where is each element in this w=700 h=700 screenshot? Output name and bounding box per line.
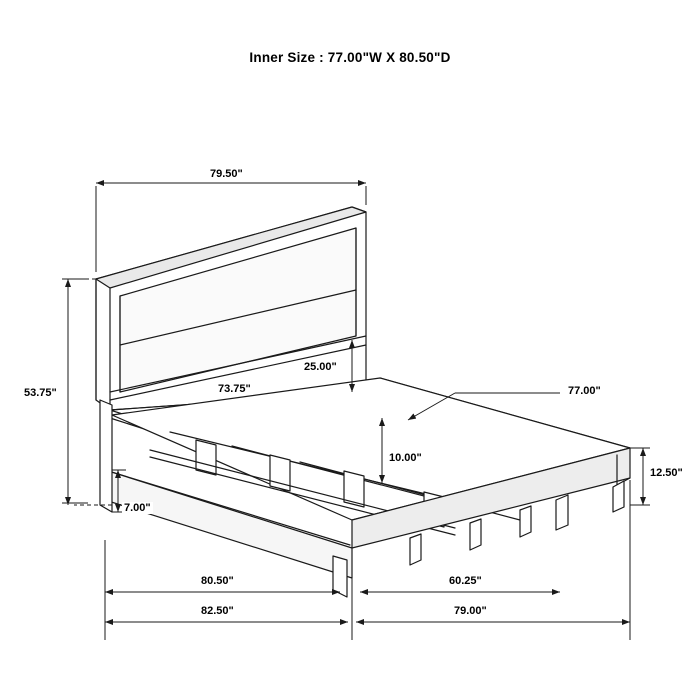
dimension-label-73-75: 73.75" [218, 383, 251, 395]
dimension-label-79-50: 79.50" [210, 168, 243, 180]
page-title: Inner Size : 77.00"W X 80.50"D [249, 50, 451, 65]
dimension-label-77-00: 77.00" [568, 385, 601, 397]
dimension-label-79-00: 79.00" [454, 605, 487, 617]
dimension-label-53-75: 53.75" [24, 387, 57, 399]
dimension-label-80-50: 80.50" [201, 575, 234, 587]
dimension-label-25-00: 25.00" [304, 361, 337, 373]
dimension-label-10-00: 10.00" [389, 452, 422, 464]
dimension-label-60-25: 60.25" [449, 575, 482, 587]
dimension-label-7-00: 7.00" [124, 502, 151, 514]
dimension-label-82-50: 82.50" [201, 605, 234, 617]
dimension-label-12-50: 12.50" [650, 467, 683, 479]
